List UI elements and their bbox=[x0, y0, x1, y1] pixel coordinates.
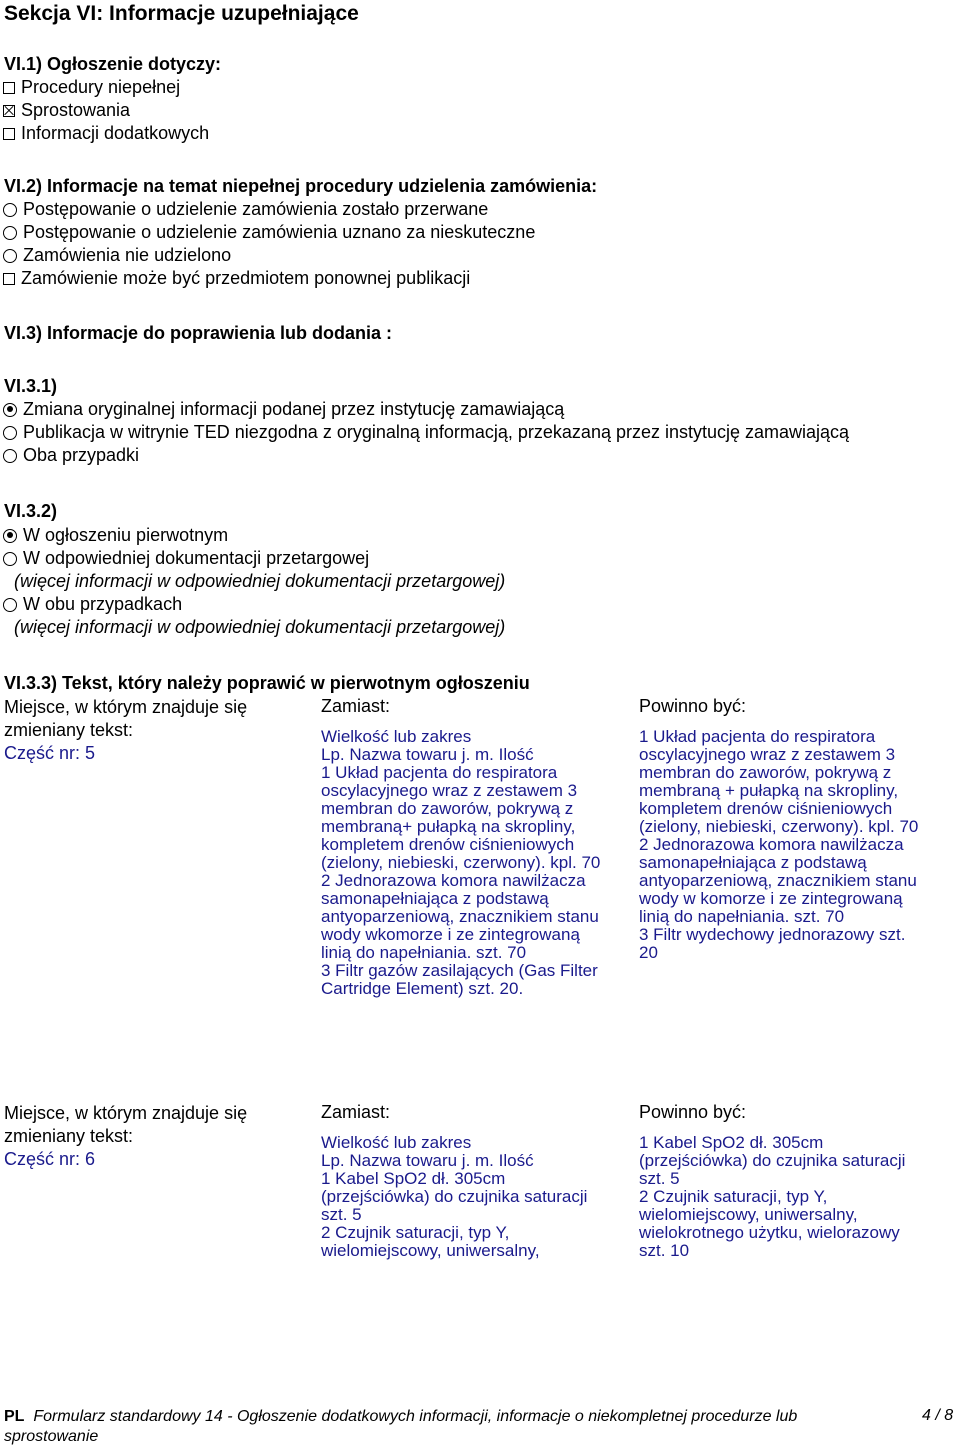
correction-1-should-line: 1 Układ pacjenta do respiratora bbox=[639, 727, 876, 746]
correction-1-instead-line: 1 Układ pacjenta do respiratora bbox=[321, 763, 558, 782]
checkbox-icon bbox=[3, 128, 15, 140]
correction-2-should-line: wielokrotnego użytku, wielorazowy bbox=[639, 1223, 900, 1242]
vi2-radio-przerwane[interactable]: Postępowanie o udzielenie zamówienia zostało przerwane bbox=[0, 198, 535, 221]
footer-lang: PL bbox=[4, 1408, 25, 1425]
correction-1-should-text bbox=[639, 728, 918, 962]
footer-form-line2: sprostowanie bbox=[4, 1428, 99, 1445]
correction-1-should-line: antyoparzeniową, znacznikiem stanu bbox=[639, 871, 917, 890]
correction-2-instead-line: (przejściówka) do czujnika saturacji bbox=[321, 1187, 588, 1206]
section-title: Sekcja VI: Informacje uzupełniające bbox=[4, 2, 359, 25]
radio-icon bbox=[3, 226, 17, 240]
correction-1-should-line: 20 bbox=[639, 943, 658, 962]
radio-selected-icon bbox=[3, 403, 17, 417]
vi3-heading: VI.3) Informacje do poprawienia lub dodania : bbox=[4, 323, 393, 343]
vi31-radio-oba[interactable]: Oba przypadki bbox=[0, 444, 849, 467]
checkbox-checked-icon bbox=[3, 105, 15, 117]
vi31-options bbox=[0, 398, 849, 467]
correction-2-instead-line: 1 Kabel SpO2 dł. 305cm bbox=[321, 1169, 506, 1188]
footer-form-line1: Formularz standardowy 14 - Ogłoszenie dodatkowych informacji, informacje o niekompletnej procedurze lub bbox=[33, 1408, 798, 1425]
vi32-note-obu: (więcej informacji w odpowiedniej dokumentacji przetargowej) bbox=[14, 617, 506, 637]
correction-1-instead-text bbox=[321, 728, 600, 998]
vi1-options bbox=[0, 76, 209, 145]
correction-2-should-line: 2 Czujnik saturacji, typ Y, bbox=[639, 1187, 828, 1206]
correction-1-instead-line: (zielony, niebieski, czerwony). kpl. 70 bbox=[321, 853, 601, 872]
vi2-radio-nie-udzielono[interactable]: Zamówienia nie udzielono bbox=[0, 244, 535, 267]
correction-2-instead-text bbox=[321, 1134, 587, 1260]
radio-icon bbox=[3, 249, 17, 263]
correction-1-should-line: 2 Jednorazowa komora nawilżacza bbox=[639, 835, 904, 854]
correction-1-instead-label: Zamiast: bbox=[321, 696, 391, 716]
correction-1-should-line: membran do zaworów, pokrywą z bbox=[639, 763, 892, 782]
radio-icon bbox=[3, 552, 17, 566]
vi1-option-informacji[interactable]: Informacji dodatkowych bbox=[0, 122, 209, 145]
correction-2-instead-line: szt. 5 bbox=[321, 1205, 362, 1224]
correction-2-instead-label: Zamiast: bbox=[321, 1102, 391, 1122]
correction-2-instead-line: Wielkość lub zakres bbox=[321, 1133, 472, 1152]
correction-1-instead-line: oscylacyjnego wraz z zestawem 3 bbox=[321, 781, 578, 800]
vi1-heading: VI.1) Ogłoszenie dotyczy: bbox=[4, 54, 222, 74]
correction-1-should-line: kompletem drenów ciśnieniowych bbox=[639, 799, 893, 818]
vi31-radio-ted[interactable]: Publikacja w witrynie TED niezgodna z oryginalną informacją, przekazaną przez instytucję zamawiającą bbox=[0, 421, 849, 444]
correction-2-should-line: wielomiejscowy, uniwersalny, bbox=[639, 1205, 858, 1224]
checkbox-icon bbox=[3, 82, 15, 94]
radio-icon bbox=[3, 598, 17, 612]
radio-selected-icon bbox=[3, 529, 17, 543]
correction-1-instead-line: Cartridge Element) szt. 20. bbox=[321, 979, 524, 998]
correction-1-instead-line: linią do napełniania. szt. 70 bbox=[321, 943, 527, 962]
footer bbox=[4, 1407, 884, 1447]
vi2-checkbox-ponowna-publikacja[interactable]: Zamówienie może być przedmiotem ponownej publikacji bbox=[0, 267, 535, 290]
footer-page-number: 4 / 8 bbox=[922, 1407, 954, 1424]
correction-2-instead-line: Lp. Nazwa towaru j. m. Ilość bbox=[321, 1151, 534, 1170]
correction-2-should-line: szt. 5 bbox=[639, 1169, 680, 1188]
vi32-radio-obu[interactable]: W obu przypadkach bbox=[0, 593, 505, 616]
correction-1-place: Część nr: 5 bbox=[4, 743, 96, 763]
correction-1-instead-line: membraną+ pułapką na skropliny, bbox=[321, 817, 576, 836]
correction-2-instead-line: 2 Czujnik saturacji, typ Y, bbox=[321, 1223, 510, 1242]
correction-1-should-line: 3 Filtr wydechowy jednorazowy szt. bbox=[639, 925, 906, 944]
correction-2-should-line: (przejściówka) do czujnika saturacji bbox=[639, 1151, 906, 1170]
radio-icon bbox=[3, 203, 17, 217]
correction-1-instead-line: 3 Filtr gazów zasilających (Gas Filter bbox=[321, 961, 598, 980]
vi32-radio-dokumentacji[interactable]: W odpowiedniej dokumentacji przetargowej bbox=[0, 547, 505, 570]
correction-1-should-line: (zielony, niebieski, czerwony). kpl. 70 bbox=[639, 817, 919, 836]
correction-2-instead-line: wielomiejscowy, uniwersalny, bbox=[321, 1241, 540, 1260]
correction-1-instead-line: samonapełniająca z podstawą bbox=[321, 889, 549, 908]
vi1-option-procedury[interactable]: Procedury niepełnej bbox=[0, 76, 209, 99]
correction-1-should-line: linią do napełniania. szt. 70 bbox=[639, 907, 845, 926]
correction-1-place-label: Miejsce, w którym znajduje się zmieniany tekst: Część nr: 5 bbox=[4, 697, 248, 763]
correction-2-place-label: Miejsce, w którym znajduje się zmieniany tekst: Część nr: 6 bbox=[4, 1103, 248, 1169]
correction-2-place: Część nr: 6 bbox=[4, 1149, 96, 1169]
correction-1-instead-line: kompletem drenów ciśnieniowych bbox=[321, 835, 575, 854]
radio-icon bbox=[3, 449, 17, 463]
correction-2-should-line: szt. 10 bbox=[639, 1241, 690, 1260]
vi32-radio-pierwotnym[interactable]: W ogłoszeniu pierwotnym bbox=[0, 524, 505, 547]
vi31-heading: VI.3.1) bbox=[4, 376, 58, 396]
vi32-heading: VI.3.2) bbox=[4, 501, 58, 521]
correction-2-should-label: Powinno być: bbox=[639, 1102, 747, 1122]
correction-1-instead-line: 2 Jednorazowa komora nawilżacza bbox=[321, 871, 586, 890]
vi2-options bbox=[0, 198, 535, 290]
correction-1-should-line: samonapełniająca z podstawą bbox=[639, 853, 867, 872]
correction-1-instead-line: Wielkość lub zakres bbox=[321, 727, 472, 746]
correction-1-should-line: oscylacyjnego wraz z zestawem 3 bbox=[639, 745, 896, 764]
correction-1-should-line: membraną + pułapką na skropliny, bbox=[639, 781, 899, 800]
vi31-radio-zmiana[interactable]: Zmiana oryginalnej informacji podanej przez instytucję zamawiającą bbox=[0, 398, 849, 421]
vi33-heading: VI.3.3) Tekst, który należy poprawić w pierwotnym ogłoszeniu bbox=[4, 673, 530, 693]
correction-1-should-line: wody w komorze i ze zintegrowaną bbox=[639, 889, 903, 908]
correction-1-instead-line: wody wkomorze i ze zintegrowaną bbox=[321, 925, 580, 944]
correction-2-should-text bbox=[639, 1134, 905, 1260]
correction-1-should-label: Powinno być: bbox=[639, 696, 747, 716]
vi2-radio-nieskuteczne[interactable]: Postępowanie o udzielenie zamówienia uznano za nieskuteczne bbox=[0, 221, 535, 244]
checkbox-icon bbox=[3, 273, 15, 285]
vi32-options bbox=[0, 524, 505, 639]
correction-1-instead-line: membran do zaworów, pokrywą z bbox=[321, 799, 574, 818]
radio-icon bbox=[3, 426, 17, 440]
vi1-option-sprostowania[interactable]: Sprostowania bbox=[0, 99, 209, 122]
correction-2-should-line: 1 Kabel SpO2 dł. 305cm bbox=[639, 1133, 824, 1152]
correction-1-instead-line: antyoparzeniową, znacznikiem stanu bbox=[321, 907, 599, 926]
vi2-heading: VI.2) Informacje na temat niepełnej procedury udzielenia zamówienia: bbox=[4, 176, 598, 196]
vi32-note-dokumentacji: (więcej informacji w odpowiedniej dokumentacji przetargowej) bbox=[14, 571, 506, 591]
correction-1-instead-line: Lp. Nazwa towaru j. m. Ilość bbox=[321, 745, 534, 764]
